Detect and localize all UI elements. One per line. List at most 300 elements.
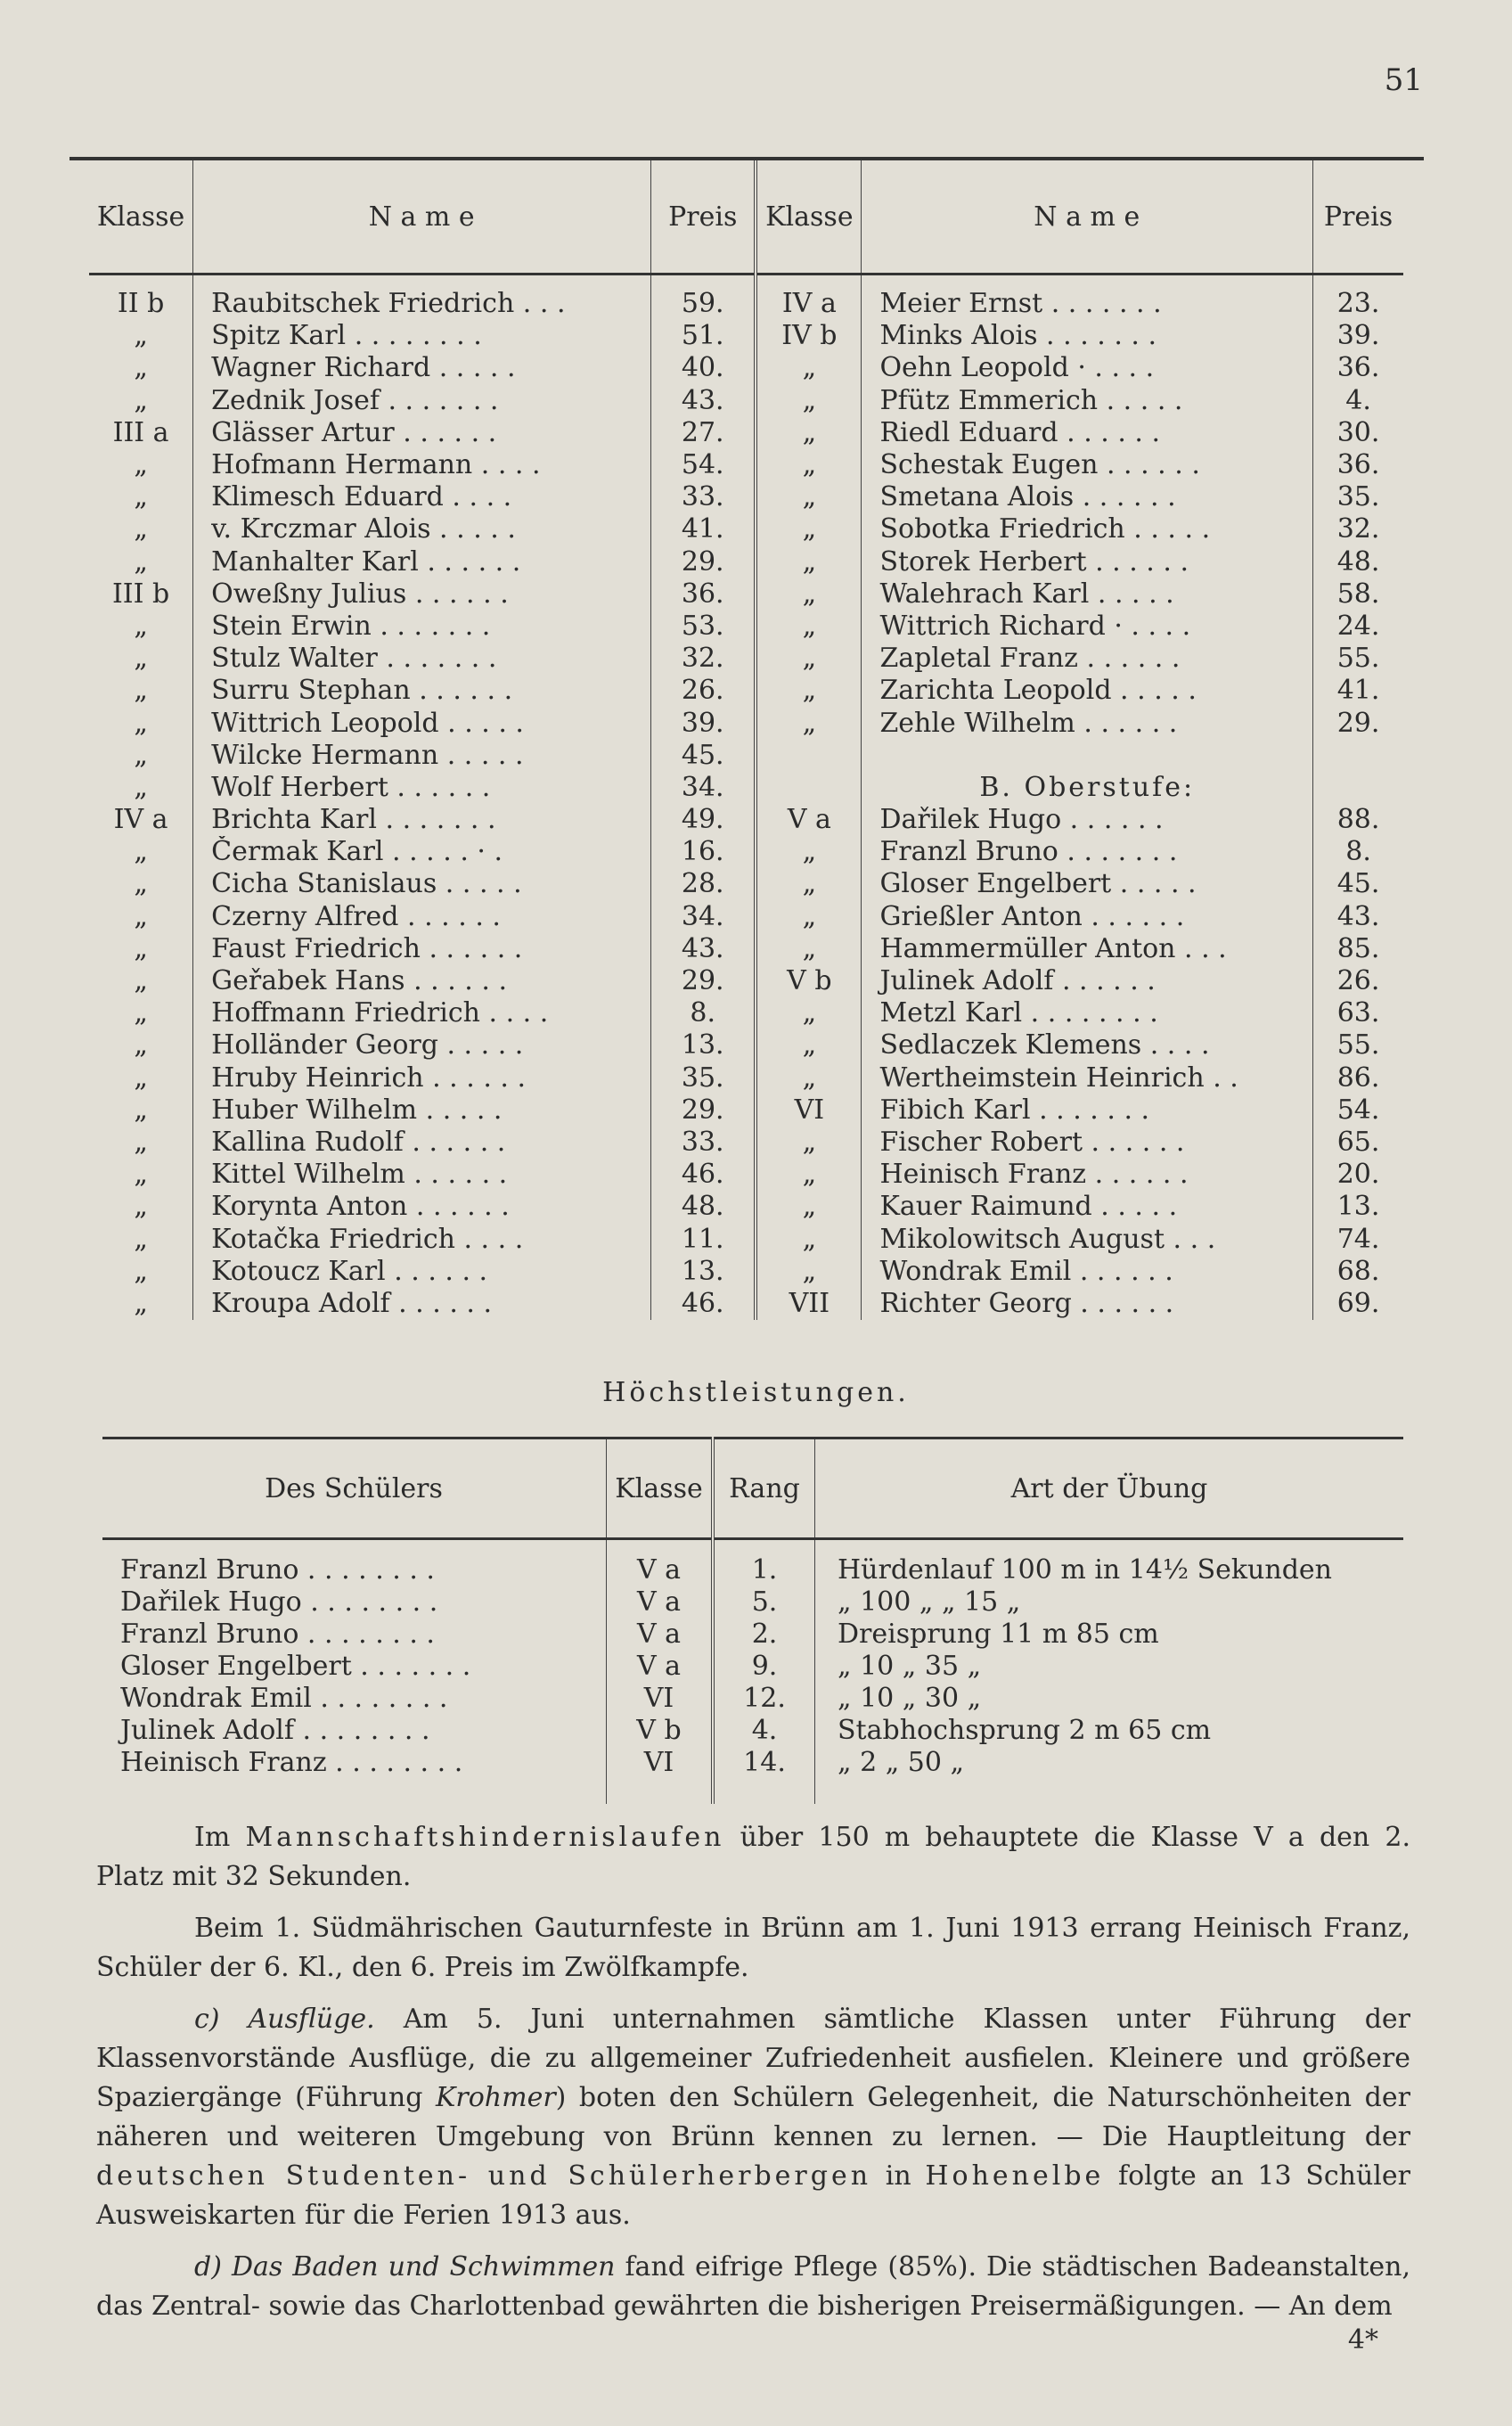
- cell-klasse-2: „: [756, 1029, 862, 1061]
- cell-klasse-2: „: [756, 836, 862, 868]
- cell-name: Spitz Karl . . . . . . . .: [193, 320, 651, 352]
- cell-preis-2: 43.: [1336, 900, 1380, 932]
- cell-name: Wagner Richard . . . . .: [193, 352, 651, 384]
- cell-preis-2: 74.: [1336, 1223, 1380, 1255]
- p3-text-b: ) boten den Schülern Gelegenheit, die Naturschönheiten der näheren und weiteren Umgebung von Brünn kennen zu lernen. — Die Hauptleitung der: [96, 2082, 1410, 2152]
- cell-name-2: Richter Georg . . . . . .: [862, 1288, 1313, 1320]
- cell-name-2: Riedl Eduard . . . . . .: [862, 417, 1313, 449]
- cell-klasse-2: [756, 740, 862, 772]
- cell-klasse-2: „: [756, 933, 862, 965]
- cell-klasse: „: [89, 965, 193, 997]
- cell-klasse-2: „: [756, 1191, 862, 1223]
- cell-klasse: III a: [89, 417, 193, 449]
- table-row: [89, 675, 1403, 707]
- cell-rang: 5.: [713, 1586, 815, 1619]
- header-art: Art der Übung: [815, 1438, 1404, 1539]
- cell-name-2: Dařilek Hugo . . . . . .: [862, 804, 1313, 836]
- cell-name: Wittrich Leopold . . . . .: [193, 707, 651, 739]
- cell-klasse-2: IV a: [756, 275, 862, 321]
- table-row: [89, 804, 1403, 836]
- cell-preis-2: 68.: [1336, 1255, 1380, 1287]
- cell-klasse-2: „: [756, 449, 862, 481]
- cell-name-2: [862, 740, 1313, 772]
- cell-preis: 59.: [651, 275, 756, 321]
- table-row: [89, 1223, 1403, 1255]
- cell-name-2: Hammermüller Anton . . .: [862, 933, 1313, 965]
- spacer-cell: [102, 1779, 607, 1804]
- cell-preis-2: 58.: [1336, 578, 1380, 610]
- cell-klasse: „: [89, 836, 193, 868]
- cell-name-2: Gloser Engelbert . . . . .: [862, 868, 1313, 900]
- cell-klasse: V a: [607, 1539, 714, 1587]
- cell-name-2: Metzl Karl . . . . . . . .: [862, 997, 1313, 1029]
- cell-klasse-2: „: [756, 675, 862, 707]
- cell-preis: 33.: [651, 481, 756, 513]
- cell-preis: 32.: [651, 643, 756, 675]
- cell-name: Brichta Karl . . . . . . .: [193, 804, 651, 836]
- table-row: [89, 965, 1403, 997]
- cell-name: Kotačka Friedrich . . . .: [193, 1223, 651, 1255]
- table-row: [89, 611, 1403, 643]
- cell-klasse: „: [89, 1159, 193, 1191]
- cell-preis: 48.: [651, 1191, 756, 1223]
- cell-preis-2: 20.: [1336, 1159, 1380, 1191]
- cell-name: Kittel Wilhelm . . . . . .: [193, 1159, 651, 1191]
- cell-schueler: Heinisch Franz . . . . . . . .: [102, 1747, 607, 1779]
- table-row: [89, 1094, 1403, 1127]
- cell-klasse: „: [89, 1062, 193, 1094]
- cell-name-2: Zehle Wilhelm . . . . . .: [862, 707, 1313, 739]
- cell-klasse: „: [89, 352, 193, 384]
- table-row: [89, 740, 1403, 772]
- cell-preis-2: 45.: [1336, 868, 1380, 900]
- table-row: [102, 1715, 1403, 1747]
- table-row: [89, 1288, 1403, 1320]
- cell-klasse-2: „: [756, 513, 862, 545]
- cell-klasse: „: [89, 901, 193, 933]
- cell-name-2: Pfütz Emmerich . . . . .: [862, 385, 1313, 417]
- cell-name: Czerny Alfred . . . . . .: [193, 901, 651, 933]
- header-klasse-records: Klasse: [607, 1438, 714, 1539]
- cell-name-2: Heinisch Franz . . . . . .: [862, 1159, 1313, 1191]
- cell-name: Huber Wilhelm . . . . .: [193, 1094, 651, 1127]
- cell-art: Hürdenlauf 100 m in 14½ Sekunden: [838, 1554, 1332, 1586]
- cell-preis-2: 35.: [1336, 481, 1380, 513]
- cell-preis-2: 69.: [1336, 1287, 1380, 1319]
- cell-klasse: V a: [607, 1586, 714, 1619]
- cell-klasse: „: [89, 1256, 193, 1288]
- cell-preis: 8.: [651, 997, 756, 1029]
- cell-preis-2: 26.: [1336, 965, 1380, 997]
- cell-preis-2: 41.: [1336, 675, 1380, 707]
- cell-klasse: VI: [607, 1683, 714, 1715]
- cell-klasse: „: [89, 385, 193, 417]
- cell-preis: 34.: [651, 772, 756, 804]
- table-row: [89, 1062, 1403, 1094]
- cell-preis-2: 36.: [1336, 449, 1380, 481]
- p2-text: Beim 1. Südmährischen Gauturnfeste in Brünn am 1. Juni 1913 errang Heinisch Franz, Schüler der 6. Kl., den 6. Preis im Zwölfkampfe.: [96, 1913, 1410, 1983]
- table-row: [89, 481, 1403, 513]
- table-row: [89, 275, 1403, 321]
- cell-preis: 39.: [651, 707, 756, 739]
- table-row: [102, 1539, 1403, 1587]
- cell-name: Hruby Heinrich . . . . . .: [193, 1062, 651, 1094]
- table-row: [89, 385, 1403, 417]
- table-row: [89, 1127, 1403, 1159]
- cell-name: Klimesch Eduard . . . .: [193, 481, 651, 513]
- cell-name-2: Fibich Karl . . . . . . .: [862, 1094, 1313, 1127]
- cell-name-2: Mikolowitsch August . . .: [862, 1223, 1313, 1255]
- table-row: [89, 707, 1403, 739]
- records-table-body: [102, 1539, 1403, 1805]
- table-spacer-row: [102, 1779, 1403, 1804]
- cell-name: Wolf Herbert . . . . . .: [193, 772, 651, 804]
- cell-preis-2: 29.: [1336, 707, 1380, 739]
- cell-preis: 29.: [651, 965, 756, 997]
- cell-rang: 14.: [713, 1747, 815, 1779]
- prize-table-body: [89, 275, 1403, 1321]
- header-name-2: N a m e: [862, 160, 1313, 275]
- table-row: [89, 352, 1403, 384]
- table-row: [89, 997, 1403, 1029]
- page-number: 51: [1384, 62, 1423, 98]
- table-row: [89, 1159, 1403, 1191]
- cell-klasse-2: „: [756, 385, 862, 417]
- table-row: [89, 868, 1403, 900]
- header-schueler: Des Schülers: [102, 1438, 607, 1539]
- cell-klasse-2: „: [756, 481, 862, 513]
- table-row: [89, 1191, 1403, 1223]
- cell-klasse-2: „: [756, 1062, 862, 1094]
- cell-preis-2: 13.: [1336, 1191, 1380, 1223]
- cell-klasse: „: [89, 997, 193, 1029]
- cell-preis-2: 23.: [1336, 288, 1380, 320]
- cell-preis: 33.: [651, 1127, 756, 1159]
- table-row: [89, 1029, 1403, 1061]
- header-preis: Preis: [651, 160, 756, 275]
- cell-klasse-2: „: [756, 578, 862, 611]
- cell-preis: 34.: [651, 901, 756, 933]
- cell-klasse-2: „: [756, 1159, 862, 1191]
- cell-name-2: Storek Herbert . . . . . .: [862, 546, 1313, 578]
- table-row: [89, 1256, 1403, 1288]
- spacer-cell: [815, 1779, 1404, 1804]
- cell-preis-2: 36.: [1336, 352, 1380, 384]
- cell-name-2: Sedlaczek Klemens . . . .: [862, 1029, 1313, 1061]
- cell-name: Glässer Artur . . . . . .: [193, 417, 651, 449]
- cell-name: Raubitschek Friedrich . . .: [193, 275, 651, 321]
- cell-name: Zednik Josef . . . . . . .: [193, 385, 651, 417]
- table-row: [89, 901, 1403, 933]
- cell-schueler: Julinek Adolf . . . . . . . .: [102, 1715, 607, 1747]
- table-row: [89, 449, 1403, 481]
- header-rang: Rang: [713, 1438, 815, 1539]
- hoechstleistungen-caption: Höchstleistungen.: [602, 1377, 910, 1408]
- cell-preis: 46.: [651, 1159, 756, 1191]
- cell-klasse-2: „: [756, 707, 862, 739]
- cell-klasse: „: [89, 449, 193, 481]
- cell-rang: 1.: [713, 1539, 815, 1587]
- cell-preis: 54.: [651, 449, 756, 481]
- paragraph-relay: [96, 1818, 1410, 1897]
- cell-schueler: Gloser Engelbert . . . . . . .: [102, 1651, 607, 1683]
- cell-preis-2: 4.: [1345, 384, 1371, 416]
- cell-name-2: Julinek Adolf . . . . . .: [862, 965, 1313, 997]
- cell-preis: 35.: [651, 1062, 756, 1094]
- cell-preis: 40.: [651, 352, 756, 384]
- cell-preis: 45.: [651, 740, 756, 772]
- table-row: [89, 417, 1403, 449]
- cell-preis: 28.: [651, 868, 756, 900]
- cell-klasse-2: „: [756, 1127, 862, 1159]
- cell-preis: 36.: [651, 578, 756, 611]
- cell-preis-2: 24.: [1336, 610, 1380, 642]
- cell-klasse-2: „: [756, 1223, 862, 1255]
- cell-rang: 12.: [713, 1683, 815, 1715]
- table-row: [102, 1586, 1403, 1619]
- table-row: [89, 643, 1403, 675]
- cell-klasse: II b: [89, 275, 193, 321]
- cell-klasse: VI: [607, 1747, 714, 1779]
- cell-art: Stabhochsprung 2 m 65 cm: [838, 1715, 1212, 1746]
- cell-preis-2: 32.: [1336, 513, 1380, 545]
- cell-klasse-2: „: [756, 643, 862, 675]
- cell-art: „ 10 „ 30 „: [838, 1683, 982, 1714]
- cell-preis: 11.: [651, 1223, 756, 1255]
- cell-klasse-2: [756, 772, 862, 804]
- cell-art: „ 100 „ „ 15 „: [838, 1586, 1021, 1618]
- cell-name-2: Zapletal Franz . . . . . .: [862, 643, 1313, 675]
- cell-rang: 4.: [713, 1715, 815, 1747]
- cell-klasse-2: IV b: [756, 320, 862, 352]
- table-row: [89, 578, 1403, 611]
- cell-preis: 46.: [651, 1288, 756, 1320]
- cell-preis-2: 48.: [1336, 545, 1380, 578]
- prize-table-header: [89, 160, 1403, 275]
- cell-klasse-2: „: [756, 352, 862, 384]
- cell-preis: 53.: [651, 611, 756, 643]
- cell-name-2: Oehn Leopold · . . . .: [862, 352, 1313, 384]
- p3-text-a: Am 5. Juni unternahmen sämtliche Klassen unter Führung der Klassenvorstände Ausflüge, die zu allgemeiner Zufriedenheit ausfielen. Kleinere und größere Spaziergänge (Führung: [96, 2004, 1411, 2113]
- cell-art: Dreisprung 11 m 85 cm: [838, 1619, 1159, 1650]
- cell-klasse: „: [89, 643, 193, 675]
- cell-klasse: „: [89, 675, 193, 707]
- cell-name: Korynta Anton . . . . . .: [193, 1191, 651, 1223]
- spacer-cell: [607, 1779, 714, 1804]
- cell-klasse: „: [89, 933, 193, 965]
- body-text: [96, 1818, 1410, 2339]
- cell-klasse: V a: [607, 1619, 714, 1651]
- cell-preis-2: 55.: [1336, 643, 1380, 675]
- cell-name-2: Smetana Alois . . . . . .: [862, 481, 1313, 513]
- table-row: [89, 933, 1403, 965]
- p3-spaced-2: Hohenelbe: [925, 2160, 1105, 2192]
- cell-klasse: „: [89, 1094, 193, 1127]
- header-name: N a m e: [193, 160, 651, 275]
- cell-name: Hofmann Hermann . . . .: [193, 449, 651, 481]
- cell-klasse: „: [89, 1223, 193, 1255]
- header-klasse: Klasse: [89, 160, 193, 275]
- cell-name: v. Krczmar Alois . . . . .: [193, 513, 651, 545]
- cell-schueler: Dařilek Hugo . . . . . . . .: [102, 1586, 607, 1619]
- paragraph-ausfluege: [96, 2000, 1410, 2235]
- table-row: [89, 836, 1403, 868]
- cell-klasse-2: „: [756, 901, 862, 933]
- table-row: [102, 1747, 1403, 1779]
- cell-klasse-2: „: [756, 417, 862, 449]
- cell-name: Wilcke Hermann . . . . .: [193, 740, 651, 772]
- cell-preis-2: [1313, 772, 1403, 804]
- cell-preis-2: 85.: [1336, 932, 1380, 964]
- cell-preis: 49.: [651, 804, 756, 836]
- cell-klasse: „: [89, 772, 193, 804]
- cell-preis: 29.: [651, 1094, 756, 1127]
- cell-klasse: „: [89, 1191, 193, 1223]
- cell-klasse: V a: [607, 1651, 714, 1683]
- table-row: [89, 772, 1403, 804]
- cell-preis-2: 8.: [1345, 836, 1371, 868]
- cell-klasse: „: [89, 546, 193, 578]
- cell-art: „ 10 „ 35 „: [838, 1651, 982, 1682]
- p3-italic: Krohmer: [435, 2082, 556, 2113]
- cell-preis: 43.: [651, 385, 756, 417]
- p4-heading: d) Das Baden und Schwimmen: [194, 2251, 616, 2283]
- cell-preis-2: 39.: [1336, 320, 1380, 352]
- paragraph-baden: [96, 2248, 1410, 2326]
- cell-klasse-2: „: [756, 997, 862, 1029]
- cell-name-2: Meier Ernst . . . . . . .: [862, 275, 1313, 321]
- cell-klasse: V b: [607, 1715, 714, 1747]
- cell-name: Čermak Karl . . . . . · .: [193, 836, 651, 868]
- cell-rang: 9.: [713, 1651, 815, 1683]
- cell-name-2: Schestak Eugen . . . . . .: [862, 449, 1313, 481]
- p4-text: fand eifrige Pflege (85%). Die städtischen Badeanstalten, das Zentral- sowie das Charlottenbad gewährten die bisherigen Preisermäßigungen. — An dem: [96, 2251, 1410, 2322]
- spacer-cell: [713, 1779, 815, 1804]
- cell-klasse: „: [89, 868, 193, 900]
- cell-preis-2: 55.: [1336, 1029, 1380, 1061]
- table-row: [102, 1619, 1403, 1651]
- cell-preis: 13.: [651, 1029, 756, 1061]
- cell-klasse-2: V a: [756, 804, 862, 836]
- cell-name: Geřabek Hans . . . . . .: [193, 965, 651, 997]
- cell-preis-2: 54.: [1336, 1094, 1380, 1126]
- cell-klasse-2: V b: [756, 965, 862, 997]
- header-preis-2: Preis: [1313, 160, 1403, 275]
- cell-preis-2: 63.: [1336, 997, 1380, 1029]
- cell-name: Hoffmann Friedrich . . . .: [193, 997, 651, 1029]
- p3-text-d: folgte an 13 Schüler Ausweiskarten für die Ferien 1913 aus.: [96, 2160, 1410, 2231]
- cell-preis-2: 88.: [1336, 804, 1380, 836]
- cell-schueler: Wondrak Emil . . . . . . . .: [102, 1683, 607, 1715]
- table-row: [102, 1651, 1403, 1683]
- cell-preis: 27.: [651, 417, 756, 449]
- p1-text-a: Im: [194, 1822, 231, 1853]
- cell-klasse-2: „: [756, 546, 862, 578]
- cell-schueler: Franzl Bruno . . . . . . . .: [102, 1539, 607, 1587]
- cell-name: Holländer Georg . . . . .: [193, 1029, 651, 1061]
- cell-name-2: Franzl Bruno . . . . . . .: [862, 836, 1313, 868]
- cell-name-2: Zarichta Leopold . . . . .: [862, 675, 1313, 707]
- prize-table: [89, 160, 1403, 1320]
- cell-name: Cicha Stanislaus . . . . .: [193, 868, 651, 900]
- cell-klasse-2: „: [756, 611, 862, 643]
- cell-klasse: „: [89, 481, 193, 513]
- p3-spaced: deutschen Studenten- und Schülerherbergen: [96, 2160, 872, 2192]
- cell-klasse: „: [89, 611, 193, 643]
- signature-mark: 4*: [1347, 2324, 1378, 2356]
- cell-name-2: Fischer Robert . . . . . .: [862, 1127, 1313, 1159]
- cell-preis: 43.: [651, 933, 756, 965]
- cell-klasse-2: „: [756, 868, 862, 900]
- cell-klasse: „: [89, 1288, 193, 1320]
- cell-name-2: Sobotka Friedrich . . . . .: [862, 513, 1313, 545]
- cell-preis: 13.: [651, 1256, 756, 1288]
- header-klasse-2: Klasse: [756, 160, 862, 275]
- cell-schueler: Franzl Bruno . . . . . . . .: [102, 1619, 607, 1651]
- cell-name: Stulz Walter . . . . . . .: [193, 643, 651, 675]
- cell-klasse-2: VI: [756, 1094, 862, 1127]
- cell-preis: 26.: [651, 675, 756, 707]
- p3-heading: c) Ausflüge.: [194, 2004, 375, 2035]
- cell-name: Kallina Rudolf . . . . . .: [193, 1127, 651, 1159]
- records-table: [102, 1437, 1403, 1804]
- cell-name: Kotoucz Karl . . . . . .: [193, 1256, 651, 1288]
- cell-klasse: „: [89, 320, 193, 352]
- cell-rang: 2.: [713, 1619, 815, 1651]
- cell-preis: 51.: [651, 320, 756, 352]
- cell-klasse-2: VII: [756, 1288, 862, 1320]
- table-row: [89, 320, 1403, 352]
- cell-preis: 41.: [651, 513, 756, 545]
- table-row: [89, 513, 1403, 545]
- cell-klasse: „: [89, 513, 193, 545]
- cell-klasse-2: „: [756, 1256, 862, 1288]
- records-table-header: [102, 1438, 1403, 1539]
- cell-preis-2: [1313, 740, 1403, 772]
- cell-preis-2: 86.: [1336, 1061, 1380, 1094]
- cell-preis-2: 65.: [1336, 1126, 1380, 1158]
- cell-name: Faust Friedrich . . . . . .: [193, 933, 651, 965]
- cell-name-2: Wertheimstein Heinrich . .: [862, 1062, 1313, 1094]
- cell-klasse: IV a: [89, 804, 193, 836]
- cell-name-2: Kauer Raimund . . . . .: [862, 1191, 1313, 1223]
- cell-art: „ 2 „ 50 „: [838, 1747, 965, 1778]
- cell-preis-2: 30.: [1336, 416, 1380, 448]
- cell-name: Stein Erwin . . . . . . .: [193, 611, 651, 643]
- cell-klasse: III b: [89, 578, 193, 611]
- cell-klasse: „: [89, 1127, 193, 1159]
- cell-preis: 29.: [651, 546, 756, 578]
- cell-name: Manhalter Karl . . . . . .: [193, 546, 651, 578]
- p1-spaced: Mannschaftshindernislaufen: [245, 1822, 725, 1853]
- paragraph-gauturnfest: [96, 1909, 1410, 1988]
- cell-name: Surru Stephan . . . . . .: [193, 675, 651, 707]
- cell-name-2: Grießler Anton . . . . . .: [862, 901, 1313, 933]
- cell-name: Oweßny Julius . . . . . .: [193, 578, 651, 611]
- cell-klasse: „: [89, 1029, 193, 1061]
- p1-text-b: über 150 m behauptete die Klasse V a den 2. Platz mit 32 Sekunden.: [96, 1822, 1410, 1892]
- cell-name-2: Walehrach Karl . . . . .: [862, 578, 1313, 611]
- cell-name-2: Wittrich Richard · . . . .: [862, 611, 1313, 643]
- cell-klasse: „: [89, 707, 193, 739]
- cell-name-2: Minks Alois . . . . . . .: [862, 320, 1313, 352]
- p3-text-c: in: [885, 2160, 911, 2192]
- cell-name-2: B. Oberstufe:: [862, 772, 1313, 804]
- table-row: [89, 546, 1403, 578]
- cell-preis: 16.: [651, 836, 756, 868]
- cell-klasse: „: [89, 740, 193, 772]
- cell-name-2: Wondrak Emil . . . . . .: [862, 1256, 1313, 1288]
